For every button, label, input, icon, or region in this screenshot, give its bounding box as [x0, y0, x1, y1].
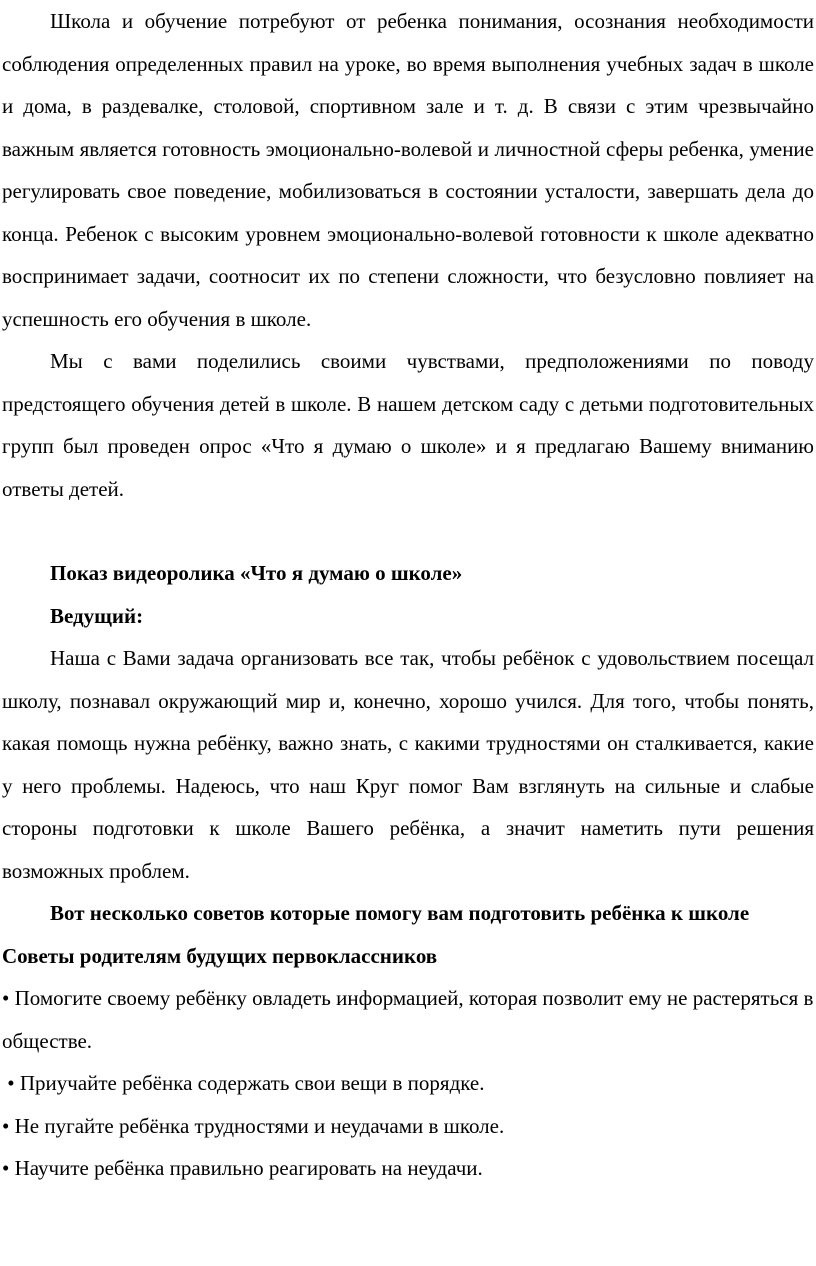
paragraph-host-speech: Наша с Вами задача организовать все так, чтобы ребёнок с удовольствием посещал школу, познавал окружающий мир и, конечно, хорошо учился. Для того, чтобы понять, какая помощь нужна ребёнку, важно знать, с какими трудностями он сталкивается, какие у него проблемы. Надеюсь, что наш Круг помог Вам взглянуть на сильные и слабые стороны подготовки к школе Вашего ребёнка, а значит наметить пути решения возможных проблем.: [2, 646, 814, 883]
heading-video: Показ видеоролика «Что я думаю о школе»: [50, 561, 463, 585]
bullet-item: • Научите ребёнка правильно реагировать на неудачи.: [2, 1156, 483, 1180]
bullet-item: • Приучайте ребёнка содержать свои вещи в порядке.: [2, 1071, 485, 1095]
heading-advice: Вот несколько советов которые помогу вам подготовить ребёнка к школе: [50, 901, 750, 925]
paragraph-school-readiness: Школа и обучение потребуют от ребенка понимания, осознания необходимости соблюдения определенных правил на уроке, во время выполнения учебных задач в школе и дома, в раздевалке, столовой, спортивном зале и т. д. В связи с этим чрезвычайно важным является готовность эмоционально-волевой и личностной сферы ребенка, умение регулировать свое поведение, мобилизоваться в состоянии усталости, завершать дела до конца. Ребенок с высоким уровнем эмоционально-волевой готовности к школе адекватно воспринимает задачи, соотносит их по степени сложности, что безусловно повлияет на успешность его обучения в школе.: [2, 9, 814, 331]
blank-line: [2, 510, 814, 552]
bullet-item: • Не пугайте ребёнка трудностями и неудачами в школе.: [2, 1113, 505, 1138]
bullet-item: • Помогите своему ребёнку овладеть информацией, которая позволит ему не растеряться в обществе.: [2, 986, 814, 1053]
heading-host: Ведущий:: [50, 603, 144, 628]
heading-parents-advice: Советы родителям будущих первоклассников: [2, 943, 438, 968]
paragraph-survey: Мы с вами поделились своими чувствами, предположениями по поводу предстоящего обучения детей в школе. В нашем детском саду с детьми подготовительных групп был проведен опрос «Что я думаю о школе» и я предлагаю Вашему вниманию ответы детей.: [2, 349, 814, 501]
